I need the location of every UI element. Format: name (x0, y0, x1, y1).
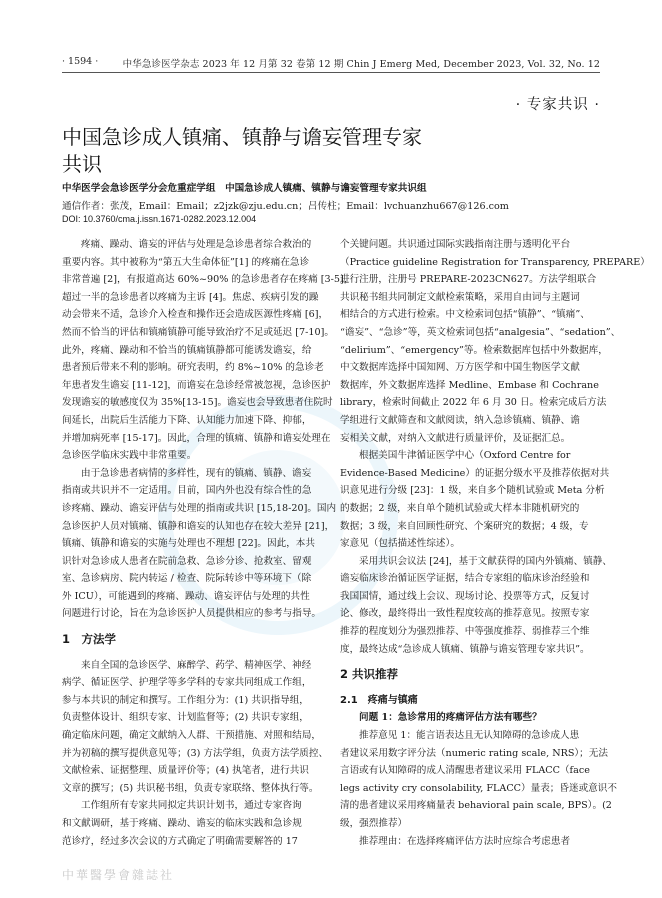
body-line: 识针对急诊成人患者在院前急救、急诊分诊、抢救室、留观 (62, 555, 312, 567)
body-line: 数据库，外文数据库选择 Medline、Embase 和 Cochrane (340, 379, 599, 391)
article-title-line-1: 中国急诊成人镇痛、镇静与谵妄管理专家 (62, 125, 422, 149)
body-line: 镇痛、镇静和谵妄的实施与处理也不理想 [22]。因此，本共 (62, 538, 315, 550)
body-line: 室、急诊病房、院内转运 / 检查、院际转诊中等环境下（除 (62, 573, 312, 585)
journal-running-head: 中华急诊医学杂志 2023 年 12 月第 32 卷第 12 期 Chin J Emerg Med, December 2023, Vol. 32, No. 12 (122, 59, 600, 70)
doi-link[interactable]: DOI: 10.3760/cma.j.issn.1671-0282.2023.12.004 (62, 214, 257, 224)
article-title-line-2: 共识 (62, 152, 102, 176)
body-line: “delirium”、“emergency”等。检索数据库包括中外数据库， (340, 344, 608, 356)
body-line: 的数据；2 级，来自单个随机试验或大样本非随机研究的 (340, 502, 580, 514)
body-line: （Practice guideline Registration for Transparency, PREPARE） (340, 256, 650, 268)
body-line: 共识秘书组共同制定文献检索策略，采用自由词与主题词 (340, 291, 580, 303)
body-line: 推荐意见 1：能言语表达且无认知障碍的急诊成人患 (359, 730, 580, 742)
section-heading-recommendations: 2 共识推荐 (340, 667, 399, 682)
body-line: 论、修改，最终得出一致性程度较高的推荐意见。按照专家 (340, 608, 590, 620)
right-column (340, 236, 650, 850)
body-line: 超过一半的急诊患者以疼痛为主诉 [4]。焦虑、疾病引发的躁 (62, 291, 319, 303)
left-column (62, 236, 354, 850)
body-line: 谵妄临床诊治循证医学证据，结合专家组的临床诊治经验和 (340, 573, 590, 585)
body-line: 妄相关文献，对纳入文献进行质量评价，及证据汇总。 (340, 432, 571, 444)
body-line: 年患者发生谵妄 [11-12]，而谵妄在急诊经常被忽视，急诊医护 (62, 379, 331, 391)
body-line: 推荐的程度划分为强烈推荐、中等强度推荐、弱推荐三个维 (340, 626, 590, 638)
body-line: 此外，疼痛、躁动和不恰当的镇痛镇静都可能诱发谵妄，给 (62, 344, 312, 356)
body-line: 相结合的方式进行检索。中文检索词包括“镇静”、“镇痛”、 (340, 309, 590, 321)
body-line: 急诊医学临床实践中非常重要。 (62, 450, 197, 462)
body-line: 诊疼痛、躁动、谵妄评估与处理的指南或共识 [15,18-20]。国内 (62, 502, 337, 514)
body-line: 由于急诊患者病情的多样性，现有的镇痛、镇静、谵妄 (81, 467, 312, 479)
body-line: library，检索时间截止 2022 年 6 月 30 日。检索完成后方法 (340, 397, 607, 409)
body-line: 度，最终达成“急诊成人镇痛、镇静与谵妄管理专家共识”。 (340, 643, 590, 655)
body-line: 根据美国牛津循证医学中心（Oxford Centre for (359, 450, 571, 462)
body-line: 疼痛、躁动、谵妄的评估与处理是急诊患者综合救治的 (81, 239, 312, 250)
body-line: 负责整体设计、组织专家、计划监督等；(2) 共识专家组， (62, 712, 309, 724)
body-line: 采用共识会议法 [24]，基于文献获得的国内外镇痛、镇静、 (359, 555, 612, 567)
body-line: “谵妄”、“急诊”等，英文检索词包括“analgesia”、“sedation”、 (340, 326, 621, 338)
body-line: 问题进行讨论，旨在为急诊医护人员提供相应的参考与指导。 (62, 608, 322, 620)
body-line: Evidence-Based Medicine）的证据分级水平及推荐依据对共 (340, 467, 610, 479)
body-line: 然而不恰当的评估和镇痛镇静可能导致治疗不足或延迟 [7-10]。 (62, 326, 334, 338)
body-line: 间延长，出院后生活能力下降、认知能力加速下降、抑郁， (62, 414, 312, 426)
article-title (62, 124, 502, 178)
body-line: legs activity cry consolability, FLACC）量表；昏迷或意识不 (340, 782, 617, 794)
body-line: 个关键问题。共识通过国际实践指南注册与透明化平台 (340, 239, 571, 250)
body-line: 级，强烈推荐） (340, 818, 408, 829)
section-heading-methods: 1 方法学 (62, 632, 117, 647)
subsection-heading-pain: 2.1 疼痛与镇痛 (340, 694, 418, 706)
body-line: 非常普遍 [2]，有报道高达 60%~90% 的急诊患者存在疼痛 [3-5]， (62, 274, 354, 286)
body-line: 外 ICU），可能遇到的疼痛、躁动、谵妄评估与处理的共性 (62, 590, 310, 602)
body-line: 和文献调研，基于疼痛、躁动、谵妄的临床实践和急诊规 (62, 818, 302, 829)
body-line: 发现谵妄的敏感度仅为 35%[13-15]。谵妄也会导致患者住院时 (62, 397, 333, 409)
body-line: 动会带来不适，急诊介入检查和操作还会造成医源性疼痛 [6]， (62, 309, 329, 321)
body-line: 推荐理由：在选择疼痛评估方法时应综合考虑患者 (359, 835, 571, 847)
body-line: 进行注册，注册号 PREPARE-2023CN627。方法学组联合 (340, 274, 597, 286)
body-line: 数据；3 级，来自回顾性研究、个案研究的数据；4 级，专 (340, 520, 589, 532)
body-line: 并增加病死率 [15-17]。因此，合理的镇痛、镇静和谵妄处理在 (62, 432, 331, 444)
page-number: · 1594 · (62, 56, 99, 67)
body-line: 病学、循证医学、护理学等多学科的专家共同组成工作组， (62, 677, 312, 689)
header-rule (62, 72, 600, 73)
body-line: 识意见进行分级 [23]：1 级，来自多个随机试验或 Meta 分析 (340, 485, 605, 497)
author-list: 中华医学会急诊医学分会危重症学组 中国急诊成人镇痛、镇静与谵妄管理专家共识组 (62, 183, 427, 194)
question-heading: 问题 1：急诊常用的疼痛评估方法有哪些？ (359, 712, 542, 724)
corresponding-authors: 通信作者：张茂，Email：Email；z2jzk@zju.edu.cn；吕传柱；Email：lvchuanzhu667@126.com (62, 201, 509, 212)
body-line: 患者预后带来不利的影响。研究表明，约 8%~10% 的急诊老 (62, 362, 324, 374)
body-line: 范诊疗，经过多次会议的方式确定了明确需要解答的 17 (62, 835, 298, 847)
body-line: 参与本共识的制定和撰写。工作组分为：(1) 共识指导组， (62, 694, 309, 706)
body-line: 并为初稿的撰写提供意见等；(3) 方法学组，负责方法学质控、 (62, 747, 329, 759)
body-line: 学组进行文献筛查和文献阅读，纳入急诊镇痛、镇静、谵 (340, 414, 580, 426)
body-line: 文章的撰写；(5) 共识秘书组，负责专家联络、整体执行等。 (62, 782, 319, 794)
body-line: 重要内容。其中被称为“第五大生命体征”[1] 的疼痛在急诊 (62, 256, 310, 268)
body-line: 者建议采用数字评分法（numeric rating scale, NRS）；无法 (340, 747, 608, 759)
body-line: 言语或有认知障碍的成人清醒患者建议采用 FLACC（face (340, 765, 590, 777)
publisher-watermark-logo: 中華醫學會雜誌社 (62, 868, 175, 882)
body-line: 家意见（包括描述性综述）。 (340, 538, 460, 550)
body-line: 中文数据库选择中国知网、万方医学和中国生物医学文献 (340, 362, 580, 374)
section-tag: · 专家共识 · (515, 97, 600, 113)
body-line: 确定临床问题，确定文献纳入人群、干预措施、对照和结局， (62, 730, 322, 742)
body-line: 指南或共识并不一定适用。目前，国内外也没有综合性的急 (62, 485, 312, 497)
body-line: 文献检索、证据整理、质量评价等；(4) 执笔者，进行共识 (62, 765, 309, 777)
body-line: 来自全国的急诊医学、麻醉学、药学、精神医学、神经 (81, 659, 312, 671)
body-line: 急诊医护人员对镇痛、镇静和谵妄的认知也存在较大差异 [21]， (62, 520, 335, 532)
body-line: 清的患者建议采用疼痛量表 behavioral pain scale, BPS）。(2 (340, 800, 612, 812)
body-line: 我国国情，通过线上会议、现场讨论、投票等方式，反复讨 (340, 590, 590, 602)
body-line: 工作组所有专家共同拟定共识计划书，通过专家咨询 (81, 800, 302, 812)
